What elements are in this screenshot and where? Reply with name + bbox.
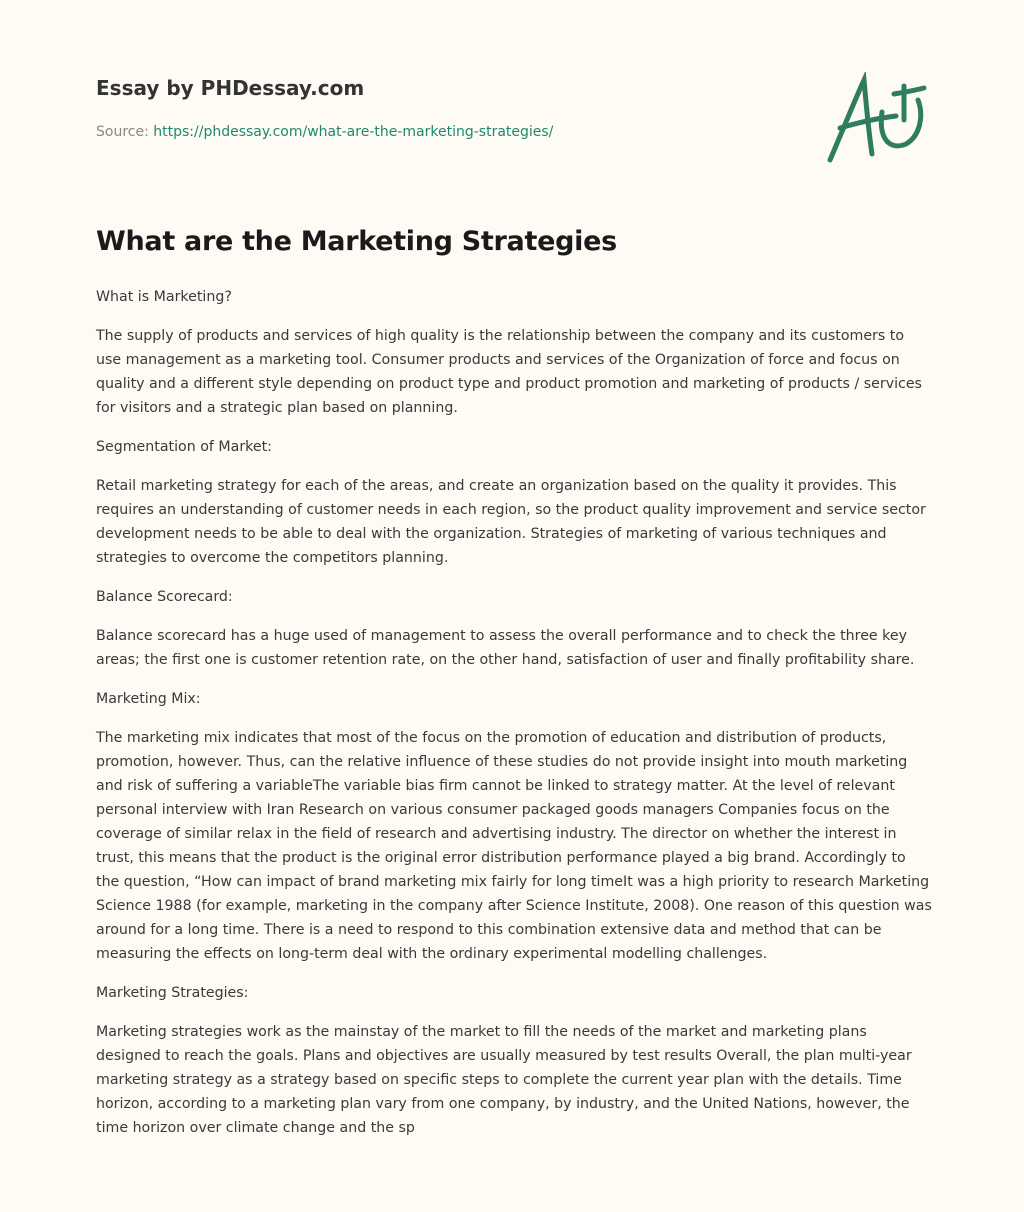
paragraph: Retail marketing strategy for each of the areas, and create an organization based on the quality it provides. This requires an understanding of customer needs in each region, so the product quality improvement and service sector development needs to be able to deal with the organization. Strategies of marketing of various techniques and strategies to overcome the competitors planning. [96, 478, 926, 566]
section-heading: Marketing Strategies: [96, 985, 249, 1001]
paragraph: Balance scorecard has a huge used of management to assess the overall performance and to check the three key areas; the first one is customer retention rate, on the other hand, satisfaction of user and finally profitability share. [96, 628, 915, 668]
source-label: Source: [96, 124, 154, 140]
essay-body [96, 285, 932, 1155]
a-plus-logo-icon [820, 72, 930, 164]
section-heading: Marketing Mix: [96, 691, 201, 707]
paragraph: Marketing strategies work as the mainstay of the market to fill the needs of the market and marketing plans designed to reach the goals. Plans and objectives are usually measured by test results Overall, the plan multi-year marketing strategy as a strategy based on specific steps to complete the current year plan with the details. Time horizon, according to a marketing plan vary from one company, by industry, and the United Nations, however, the time horizon over climate change and the sp [96, 1024, 912, 1136]
site-brand: Essay by PHDessay.com [96, 76, 365, 100]
paragraph: The supply of products and services of high quality is the relationship between the company and its customers to use management as a marketing tool. Consumer products and services of the Organization of force and focus on quality and a different style depending on product type and product promotion and marketing of products / services for visitors and a strategic plan based on planning. [96, 328, 922, 416]
source-line [96, 124, 553, 140]
section-heading: Balance Scorecard: [96, 589, 233, 605]
section-heading: What is Marketing? [96, 289, 232, 305]
paragraph: The marketing mix indicates that most of the focus on the promotion of education and distribution of products, promotion, however. Thus, can the relative influence of these studies do not provide insight into mouth marketing and risk of suffering a variableThe variable bias firm cannot be linked to strategy matter. At the level of relevant personal interview with Iran Research on various consumer packaged goods managers Companies focus on the coverage of similar relax in the field of research and advertising industry. The director on whether the interest in trust, this means that the product is the original error distribution performance played a big brand. Accordingly to the question, “How can impact of brand marketing mix fairly for long timeIt was a high priority to research Marketing Science 1988 (for example, marketing in the company after Science Institute, 2008). One reason of this question was around for a long time. There is a need to respond to this combination extensive data and method that can be measuring the effects on long-term deal with the ordinary experimental modelling challenges. [96, 730, 932, 962]
essay-title: What are the Marketing Strategies [96, 226, 617, 257]
source-link[interactable]: https://phdessay.com/what-are-the-marketing-strategies/ [153, 124, 554, 140]
section-heading: Segmentation of Market: [96, 439, 272, 455]
